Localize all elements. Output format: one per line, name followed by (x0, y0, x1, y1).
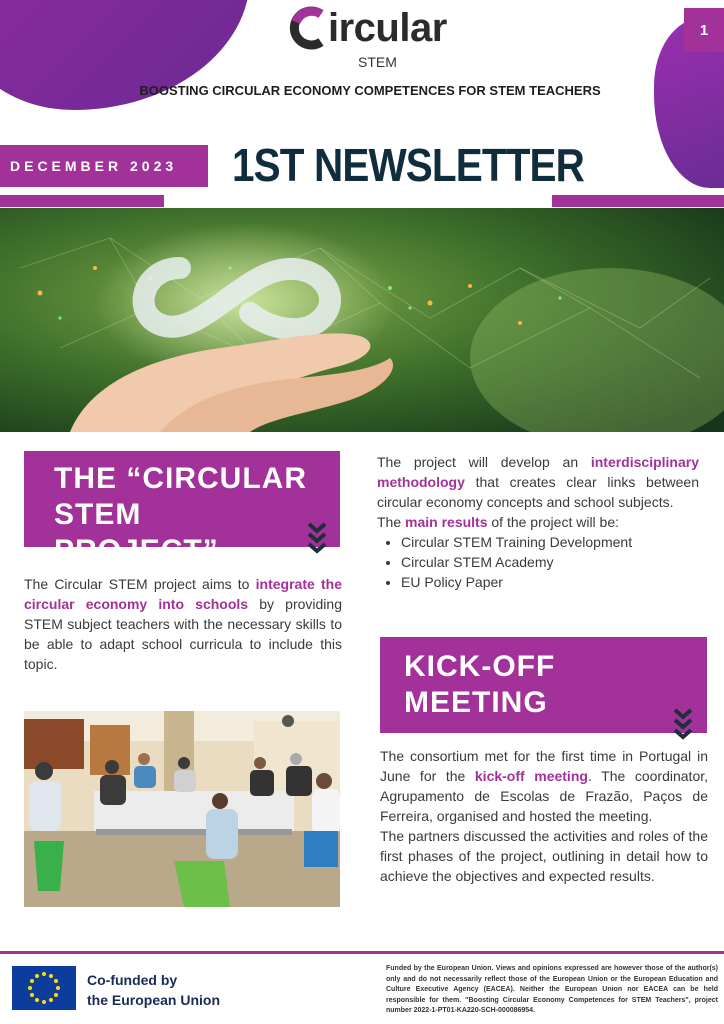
eu-line2: the European Union (87, 992, 220, 1008)
tagline: BOOSTING CIRCULAR ECONOMY COMPETENCES FOR STEM TEACHERS (139, 83, 601, 98)
project-intro-text (24, 574, 342, 674)
meeting-photo (24, 711, 340, 907)
circular-stem-logo (288, 4, 458, 72)
eu-cofunded-label (87, 970, 220, 1010)
logo-word: ircular (328, 6, 447, 50)
accent-bar-right (552, 195, 724, 207)
intro-text-b: by providing STEM subject teachers with the necessary skills to be able to adapt school curricula to include this topic. (24, 596, 342, 672)
list-item: • EU Policy Paper (401, 572, 699, 592)
results-list (401, 532, 699, 592)
results-text-d: of the project will be: (487, 514, 620, 530)
project-heading-line1: THE “CIRCULAR (54, 462, 307, 495)
kickoff-text-b: . The coordinator, Agrupamento de Escolas de Frazão, Paços de Ferreira, organised and hosted the meeting. (380, 768, 709, 824)
logo-subtitle: STEM (358, 54, 397, 70)
logo-c-icon (288, 4, 330, 52)
kickoff-text (380, 746, 708, 886)
accent-bar-left (0, 195, 164, 207)
kickoff-heading (380, 637, 707, 733)
eu-flag-icon (12, 966, 76, 1010)
kickoff-text-c: The partners discussed the activities and roles of the first phases of the project, outlining in detail how to achieve the objectives and expected results. (380, 828, 708, 884)
funding-disclaimer: Funded by the European Union. Views and opinions expressed are however those of the author(s) only and do not necessarily reflect those of the European Union or the European Education and Culture Executive Agency (EACEA). Neither the European Union nor EACEA can be held responsible for them. "Boosting Circular Economy Competences for STEM Teachers", project number 2022-1-PT01-KA220-SCH-000086954. (386, 965, 718, 1014)
kickoff-heading-line2: MEETING (404, 686, 548, 719)
eu-line1: Co-funded by (87, 972, 178, 988)
main-results-highlight: main results (405, 514, 488, 530)
hero-image (0, 208, 724, 432)
results-text (377, 452, 699, 592)
project-heading-line2: STEM PROJECT” (54, 498, 219, 567)
intro-highlight: integrate the circular economy into schools (24, 576, 342, 612)
issue-date: DECEMBER 2023 (0, 145, 208, 187)
kickoff-highlight: kick-off meeting (474, 768, 588, 784)
list-item: • Circular STEM Academy (401, 552, 699, 572)
footer-divider (0, 951, 724, 954)
results-text-c: The (377, 514, 406, 530)
project-heading (24, 451, 340, 567)
intro-text-a: The Circular STEM project aims to (24, 576, 256, 592)
page-number: 1 (684, 8, 724, 52)
kickoff-text-a: The consortium met for the first time in Portugal in June for the (380, 748, 708, 784)
results-text-b: that creates clear links between circular economy concepts and school subjects. (377, 474, 699, 510)
results-text-a: The project will develop an (377, 454, 591, 470)
results-highlight: interdisciplinary methodology (377, 454, 699, 490)
newsletter-title: 1ST NEWSLETTER (232, 139, 585, 191)
kickoff-heading-line1: KICK-OFF (404, 650, 556, 683)
chevrons-down-icon (306, 522, 328, 558)
chevrons-down-icon (672, 708, 694, 744)
list-item: • Circular STEM Training Development (401, 532, 699, 552)
